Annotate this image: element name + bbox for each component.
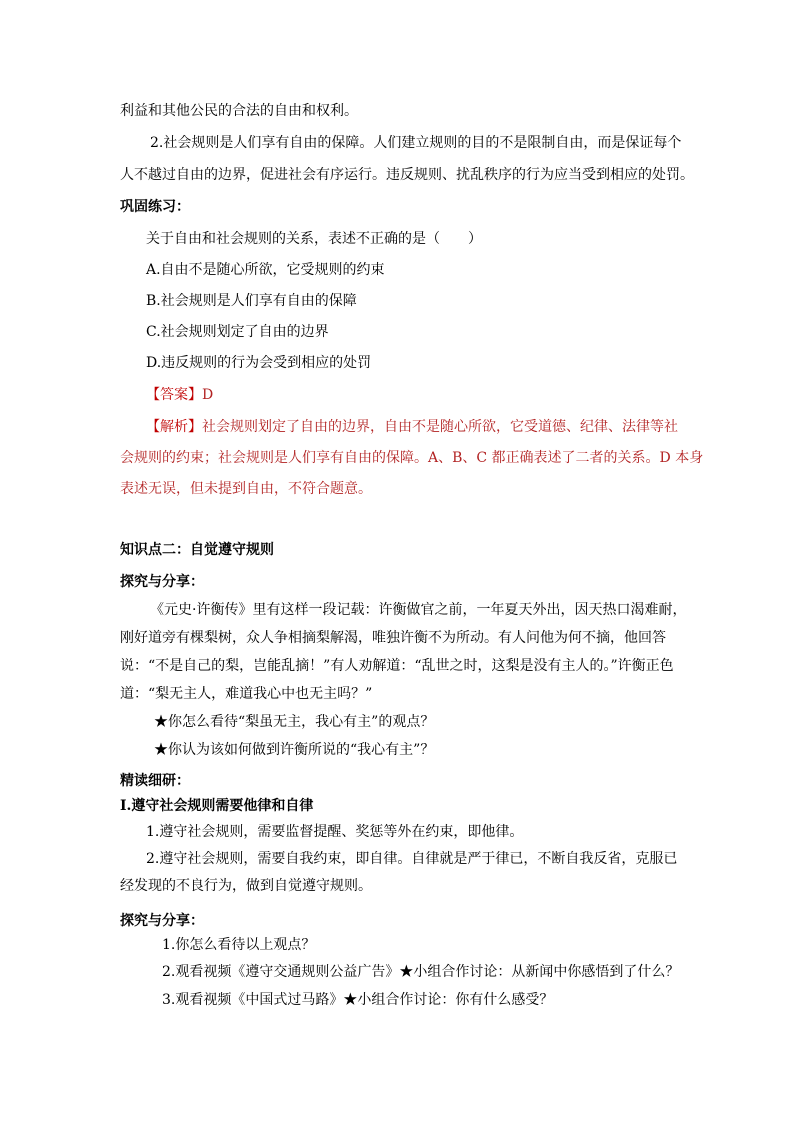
- answer-label: 【答案】: [146, 387, 202, 403]
- story-line: 说：“不是自己的梨，岂能乱摘！”有人劝解道：“乱世之时，这梨是没有主人的。”许衡正色: [120, 658, 674, 674]
- paragraph-line: 人不越过自由的边界，促进社会有序运行。违反规则、扰乱秩序的行为应当受到相应的处罚。: [120, 167, 694, 183]
- analysis-label: 【解析】: [146, 419, 202, 435]
- analysis-text: 社会规则划定了自由的边界，自由不是随心所欲，它受道德、纪律、法律等社: [202, 419, 678, 435]
- explore-heading: 探究与分享：: [120, 913, 204, 929]
- analysis-line: 会规则的约束；社会规则是人们享有自由的保障。A、B、C 都正确表述了二者的关系。D 本身: [120, 450, 704, 466]
- knowledge-heading: 知识点二：自觉遵守规则: [120, 542, 274, 558]
- paragraph-line: 经发现的不良行为，做到自觉遵守规则。: [120, 878, 372, 894]
- paragraph-line: 利益和其他公民的合法的自由和权利。: [120, 103, 358, 119]
- paragraph-line: 2.遵守社会规则，需要自我约束，即自律。自律就是严于律已，不断自我反省，克服已: [146, 851, 678, 867]
- paragraph-line: 2.社会规则是人们享有自由的保障。人们建立规则的目的不是限制自由，而是保证每个: [150, 135, 682, 151]
- list-item: 1.你怎么看待以上观点？: [162, 937, 316, 953]
- question-text: 关于自由和社会规则的关系，表述不正确的是（ ）: [146, 231, 482, 247]
- option-b: B.社会规则是人们享有自由的保障: [146, 293, 357, 309]
- list-item: 2.观看视频《遵守交通规则公益广告》★小组合作讨论：从新闻中你感悟到了什么？: [162, 964, 680, 980]
- list-item: 3.观看视频《中国式过马路》★小组合作讨论：你有什么感受？: [162, 992, 554, 1008]
- paragraph-line: 1.遵守社会规则，需要监督提醒、奖惩等外在约束，即他律。: [146, 824, 524, 840]
- option-c: C.社会规则划定了自由的边界: [146, 324, 329, 340]
- option-a: A.自由不是随心所欲，它受规则的约束: [146, 262, 385, 278]
- analysis-line: [146, 417, 678, 437]
- answer-value: D: [202, 387, 214, 403]
- study-subheading: Ⅰ.遵守社会规则需要他律和自律: [120, 798, 314, 814]
- study-heading: 精读细研：: [120, 773, 190, 789]
- analysis-line: 表述无误，但未提到自由，不符合题意。: [120, 481, 372, 497]
- discussion-question: ★你怎么看待“梨虽无主，我心有主”的观点？: [154, 714, 435, 730]
- option-d: D.违反规则的行为会受到相应的处罚: [146, 355, 372, 371]
- story-line: 道：“梨无主人，难道我心中也无主吗？”: [120, 686, 373, 702]
- explore-heading: 探究与分享：: [120, 574, 204, 590]
- discussion-question: ★你认为该如何做到许衡所说的“我心有主”？: [154, 742, 435, 758]
- story-line: 刚好道旁有棵梨树，众人争相摘梨解渴，唯独许衡不为所动。有人问他为何不摘，他回答: [120, 630, 666, 646]
- practice-heading: 巩固练习：: [120, 199, 190, 215]
- answer-line: [146, 385, 213, 405]
- story-line: 《元史·许衡传》里有这样一段记载：许衡做官之前，一年夏天外出，因天热口渴难耐，: [150, 602, 687, 618]
